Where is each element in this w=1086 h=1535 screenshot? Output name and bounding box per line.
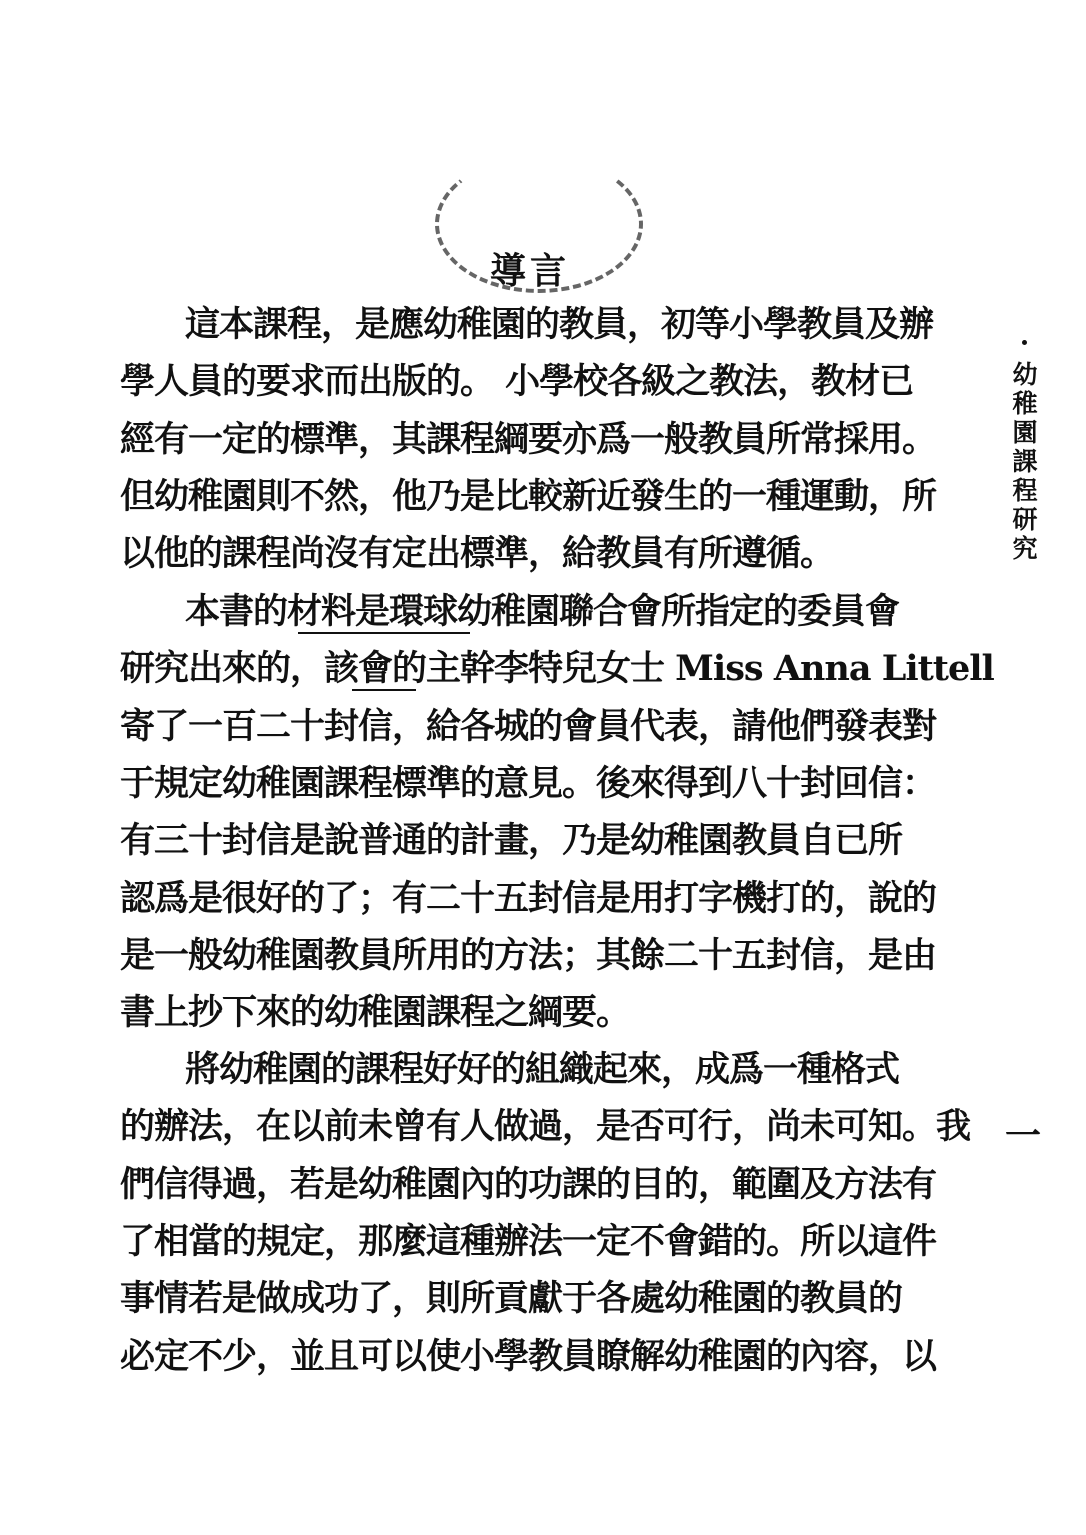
text-line: 研究出來的，該會的主幹李特兒女士 Miss Anna Littell [120, 648, 994, 690]
text-line: 書上抄下來的幼稚園課程之綱要。 [120, 992, 631, 1034]
running-header-book-title: 幼稚園課程研究 [1012, 360, 1038, 563]
text-line: 以他的課程尚沒有定出標準，給教員有所遵循。 [120, 533, 835, 575]
text-line: 必定不少，並且可以使小學教員瞭解幼稚園的內容，以 [120, 1335, 937, 1377]
name-underline [298, 632, 470, 634]
text-line: 但幼稚園則不然，他乃是比較新近發生的一種運動，所 [120, 475, 937, 517]
text-line: 本書的材料是環球幼稚園聯合會所指定的委員會 [185, 591, 900, 632]
text-line: 是一般幼稚園教員所用的方法；其餘二十五封信，是由 [120, 934, 937, 976]
text-line: 經有一定的標準，其課程綱要亦爲一般教員所常採用。 [120, 418, 937, 460]
text-line: 于規定幼稚園課程標準的意見。後來得到八十封回信： [120, 762, 937, 804]
page-number: 一 [1005, 1115, 1042, 1157]
text-line: 事情若是做成功了，則所貢獻于各處幼稚園的教員的 [120, 1278, 903, 1320]
text-line: 的辦法，在以前未曾有人做過，是否可行，尚未可知。我 [120, 1106, 971, 1148]
title-block [435, 225, 635, 292]
text-line: 將幼稚園的課程好好的組織起來，成爲一種格式 [185, 1049, 900, 1090]
text-line: 寄了一百二十封信，給各城的會員代表，請他們發表對 [120, 705, 937, 747]
name-underline [352, 689, 416, 691]
text-line: 認爲是很好的了；有二十五封信是用打字機打的，說的 [120, 877, 937, 919]
page-title: 導言 [490, 250, 571, 292]
text-line: 了相當的規定，那麼這種辦法一定不會錯的。所以這件 [120, 1220, 937, 1262]
text-line: 們信得過，若是幼稚園內的功課的目的，範圍及方法有 [120, 1163, 937, 1205]
side-marker-dot [1022, 340, 1027, 345]
text-line: 有三十封信是說普通的計畫，乃是幼稚園教員自已所 [120, 820, 903, 862]
text-line: 學人員的要求而出版的。 小學校各級之教法，教材已 [120, 361, 914, 403]
text-line: 這本課程，是應幼稚園的教員，初等小學教員及辦 [185, 304, 934, 345]
